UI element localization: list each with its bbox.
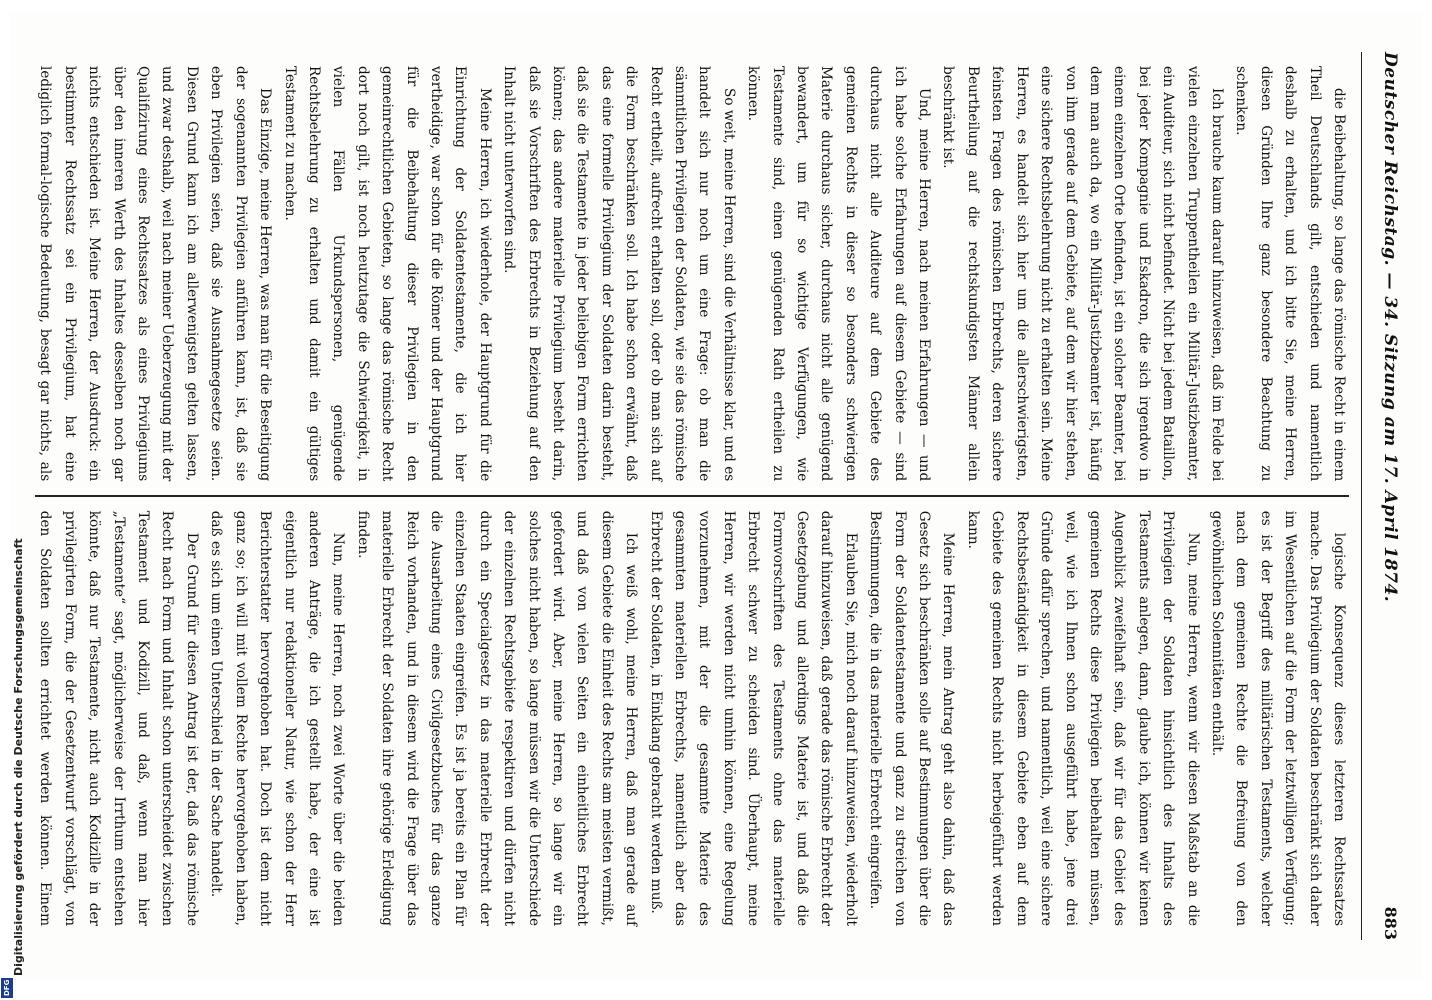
text-column-left (33, 52, 1351, 495)
paragraph: logische Konsequenz dieses letzteren Rechtssatzes mache. Das Privilegium der Soldaten beschränkt sich daher im Wesentlichen auf die Form der letztwilligen Verfügung; es ist der Begriff des militärischen Testaments, welcher nach dem gemeinen Rechte die Befreiung von den gewöhnlichen Solennitäten enthält. (1208, 510, 1347, 926)
text-columns (33, 52, 1351, 940)
paragraph: Ich brauche kaum darauf hinzuweisen, daß im Felde bei vielen einzelnen Truppentheilen ein Militär-Justizbeamter, ein Auditeur, sich nicht befindet. Nicht bei jedem Bataillon, bei jeder Kompagnie und Eskadron, die sich irgendwo in einem einzelnen Orte befinden, ist ein solcher Beamter, bei dem man auch da, wo ein Militär-Justizbeamter ist, häufig von ihm gerade auf dem Gebiete, auf dem wir hier stehen, eine sichere Rechtsbelehrung nicht zu erhalten sein. Meine Herren, es handelt sich hier um die allerschwierigsten, feinsten Fragen des römischen Erbrechts, deren sichere Beurtheilung auf die rechtskundigsten Männer allein beschränkt ist. (940, 66, 1225, 482)
paragraph: die Beibehaltung, so lange das römische Recht in einem Theil Deutschlands gilt, entschieden und namentlich deshalb zu erhalten, und ich bitte Sie, meine Herren, diesen Gründen Ihre ganz besondere Beachtung zu schenken. (1233, 66, 1347, 482)
page-number: 883 (1381, 906, 1400, 940)
paragraph: Nun, meine Herren, wenn wir diesen Maßstab an die Privilegien der Soldaten hinsichtlich des Inhalts des Testaments anlegen, dann, glaube ich, können wir keinen Augenblick zweifelhaft sein, daß wir für das Gebiet des gemeinen Rechts diese Privilegien beibehalten müssen, weil, wie ich Ihnen schon ausgeführt habe, jene drei Gründe dafür sprechen, und namentlich, weil eine sichere Rechtsbeständigkeit in diesem Gebiete eben auf dem Gebiete des gemeinen Rechts nicht herbeigeführt werden kann. (964, 510, 1201, 926)
page-header (1361, 52, 1400, 940)
paragraph: Erlauben Sie, mich noch darauf hinzuweisen, wiederholt darauf hinzuweisen, daß gerade das römische Erbrecht der Gesetzgebung und allerdings Materie ist, und daß die Formvorschriften des Testaments ohne das materielle Erbrecht schwer zu scheiden sind. Überhaupt, meine Herren, wir werden nicht umhin können, eine Regelung vorzunehmen, mit der die gesammte Materie des gesammten materiellen Erbrechts, namentlich aber das Erbrecht der Soldaten, in Einklang gebracht werden muß. (647, 510, 859, 926)
digitization-credit: Digitalisierung gefördert durch die Deutsche Forschungsgemeinschaft (12, 538, 25, 976)
paragraph: Meine Herren, mein Antrag geht also dahin, daß das Gesetz sich beschränken solle auf Bestimmungen über die Form der Soldatentestamente und ganz zu streichen von Bestimmungen, die in das materielle Erbrecht eingreifen. (867, 510, 957, 926)
paragraph: So weit, meine Herren, sind die Verhältnisse klar, und es handelt sich nur noch um eine Frage: ob man die sämmtlichen Privilegien der Soldaten, wie sie das römische Recht ertheilt, aufrecht erhalten soll, oder ob man sich auf die Form beschränken soll. Ich habe schon erwähnt, daß das eine formelle Privilegium der Soldaten darin besteht, daß sie die Testamente in jeder beliebigen Form errichten können; das andere materielle Privilegium besteht darin, daß sie Vorschriften des Erbrechts in Beziehung auf den Inhalt nicht unterworfen sind. (501, 66, 737, 482)
paragraph: Der Grund für diesen Antrag ist der, daß das römische Recht nach Form und Inhalt schon unterscheidet zwischen Testament und Kodizill, und daß, wenn man hier „Testamente“ sagt, möglicherweise der Irrthum entstehen könnte, daß nur Testamente, nicht auch Kodizille in der privilegirten Form, die der Gesetzentwurf vorschlägt, von den Soldaten sollten errichtet werden können. Einem (37, 510, 200, 926)
paragraph: Nun, meine Herren, noch zwei Worte über die beiden anderen Anträge, die ich gestellt habe, der eine ist eigentlich nur redaktioneller Natur, wie schon der Herr Berichterstatter hervorgehoben hat. Doch ist dem nicht ganz so; ich will mit vollem Rechte hervorgehoben haben, daß es sich um einen Unterschied in der Sache handelt. (208, 510, 347, 926)
paragraph: Meine Herren, ich wiederhole, der Hauptgrund für die Einrichtung der Soldatentestamente, die ich hier vertheidige, war schon für die Römer und der Hauptgrund für die Beibehaltung dieser Privilegien in den gemeinrechtlichen Gebieten, so lange das römische Recht dort noch gilt, ist noch heutzutage die Schwierigkeit, in vielen Fällen Urkundspersonen, genügende Rechtsbelehrung zu erhalten und damit ein gültiges Testament zu machen. (281, 66, 493, 482)
paragraph: Das Einzige, meine Herren, was man für die Beseitigung der sogenannten Privilegien anführen kann, ist, daß sie eben Privilegien seien, daß sie Ausnahmegesetze seien. Diesen Grund kann ich am allerwenigsten gelten lassen, und zwar deshalb, weil nach meiner Ueberzeugung mit der Qualifizirung eines Rechtssatzes als eines Privilegiums über den inneren Werth des Inhaltes desselben noch gar nichts entschieden ist. Meine Herren, der Ausdruck: ein bestimmter Rechtssatz sei ein Privilegium, hat eine lediglich formal-logische Bedeutung, besagt gar nichts, als (37, 66, 274, 482)
newspaper-page (10, 12, 1422, 980)
paragraph: Und, meine Herren, nach meinen Erfahrungen — und ich habe solche Erfahrungen auf diesem Gebiete — sind durchaus nicht alle Auditeure auf dem Gebiete des gemeinen Rechts in dieser so besonders schwierigen Materie durchaus sicher, durchaus nicht alle genügend bewandert, um für so wichtige Verfügungen, wie Testamente sind, einen genügenden Rath ertheilen zu können. (745, 66, 933, 482)
text-column-right (33, 497, 1351, 940)
paragraph: Ich weiß wohl, meine Herren, daß man gerade auf diesem Gebiete die Einheit des Rechts am meisten vermißt, und daß von vielen Seiten ein einheitliches Erbrecht gefordert wird. Aber, meine Herren, so lange wir ein solches nicht haben, so lange müssen wir die Unterschiede der einzelnen Rechtsgebiete respektiren und dürfen nicht durch ein Specialgesetz in das materielle Erbrecht der einzelnen Staaten eingreifen. Es ist ja bereits ein Plan für die Ausarbeitung eines Civilgesetzbuches für das ganze Reich vorhanden, und in diesem wird die Frage über das materielle Erbrecht der Soldaten ihre gehörige Erledigung finden. (354, 510, 640, 926)
dfg-logo: DFG (3, 979, 11, 997)
header-title: Deutscher Reichstag. — 34. Sitzung am 17. April 1874. (1380, 52, 1400, 603)
